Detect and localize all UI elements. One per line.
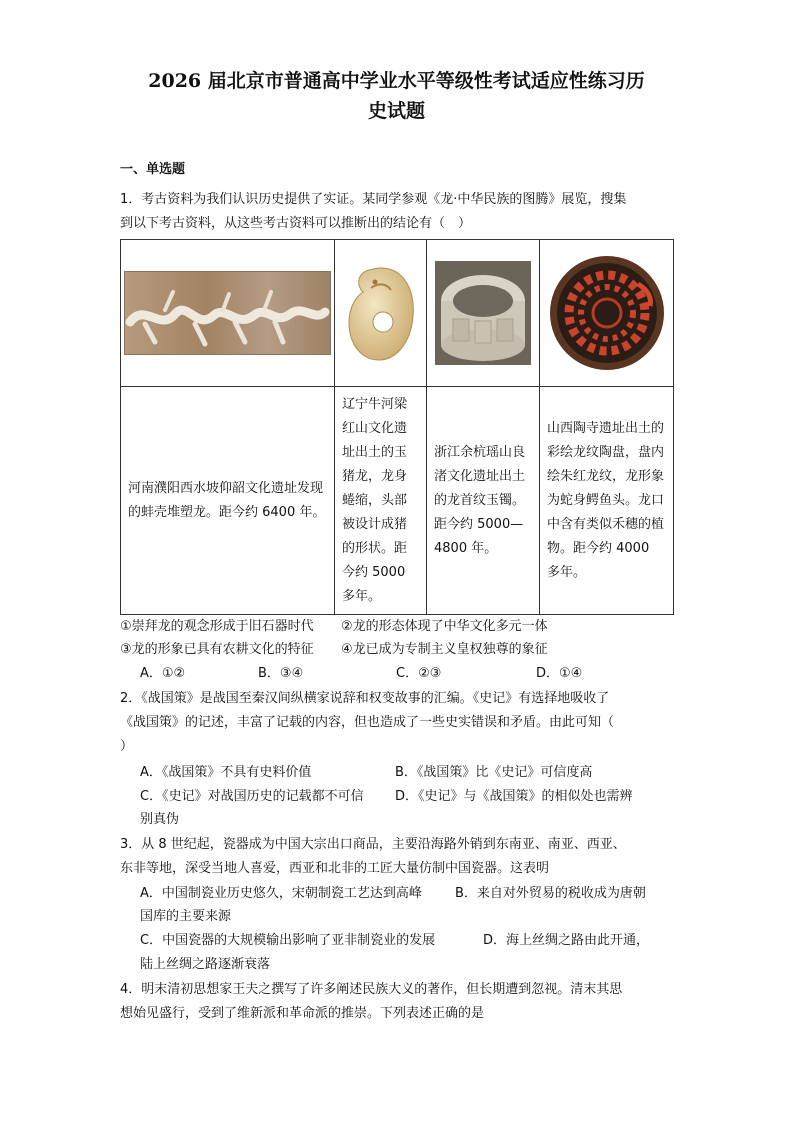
- exam-title-line-1: 2026 届北京市普通高中学业水平等级性考试适应性练习历: [148, 70, 645, 92]
- q2-option-c[interactable]: C．《史记》对战国历史的记载都不可信: [140, 789, 364, 804]
- q4-stem-line-1: 4．明末清初思想家王夫之撰写了许多阐述民族大义的著作，但长期遭到忽视。清末其思: [120, 982, 623, 997]
- q1-cell-jade-bracelet: 浙江余杭瑶山良渚文化遗址出土的龙首纹玉镯。距今约 5000—4800 年。: [427, 387, 540, 615]
- jade-pig-dragon-image: [341, 258, 421, 368]
- section-heading: 一、单选题: [120, 162, 186, 177]
- q2-option-b[interactable]: B．《战国策》比《史记》可信度高: [395, 765, 593, 780]
- painted-dragon-plate-image: [548, 254, 666, 372]
- q1-stem-line-2: 到以下考古资料，从这些考古资料可以推断出的结论有（ ）: [120, 216, 472, 231]
- q3-option-b[interactable]: B．来自对外贸易的税收成为唐朝: [455, 886, 646, 901]
- exam-title-line-2: 史试题: [367, 100, 425, 122]
- q3-option-d-cont: 陆上丝绸之路逐渐衰落: [140, 957, 271, 972]
- q2-option-d-cont: 别真伪: [140, 812, 180, 827]
- q3-option-c[interactable]: C．中国瓷器的大规模输出影响了亚非制瓷业的发展: [140, 933, 436, 948]
- q1-statement-2: ②龙的形态体现了中华文化多元一体: [341, 619, 548, 634]
- q1-option-b[interactable]: B．③④: [258, 666, 304, 681]
- jade-bracelet-image: [435, 261, 531, 365]
- q1-cell-pig-dragon: 辽宁牛河梁红山文化遗址出土的玉猪龙，龙身蜷缩，头部被设计成猪的形状。距今约 5000 多年。: [335, 387, 427, 615]
- q4-stem-line-2: 想始见盛行，受到了维新派和革命派的推崇。下列表述正确的是: [120, 1006, 485, 1021]
- q1-statement-3: ③龙的形象已具有农耕文化的特征: [120, 642, 314, 657]
- q1-artifact-table: [120, 239, 674, 615]
- q1-cell-dragon-plate: 山西陶寺遗址出土的彩绘龙纹陶盘，盘内绘朱红龙纹，龙形象为蛇身鳄鱼头。龙口中含有类似禾穗的植物。距今约 4000 多年。: [540, 387, 674, 615]
- q2-option-d[interactable]: D．《史记》与《战国策》的相似处也需辨: [395, 789, 633, 804]
- q1-option-c[interactable]: C．②③: [396, 666, 442, 681]
- q2-stem-line-1: 2．《战国策》是战国至秦汉间纵横家说辞和权变故事的汇编。《史记》有选择地吸收了: [120, 691, 610, 706]
- q1-statement-1: ①崇拜龙的观念形成于旧石器时代: [120, 619, 314, 634]
- q1-stem-line-1: 1．考古资料为我们认识历史提供了实证。某同学参观《龙·中华民族的图腾》展览，搜集: [120, 192, 627, 207]
- q3-option-d[interactable]: D．海上丝绸之路由此开通，: [483, 933, 650, 948]
- dragon-plate-image-cell: [540, 240, 674, 387]
- q3-stem-line-2: 东非等地，深受当地人喜爱，西亚和北非的工匠大量仿制中国瓷器。这表明: [120, 861, 550, 876]
- q1-option-a[interactable]: A．①②: [140, 666, 186, 681]
- q1-option-d[interactable]: D．①④: [536, 666, 583, 681]
- q2-stem-line-3: ）: [120, 739, 134, 754]
- q1-cell-shell-dragon: 河南濮阳西水坡仰韶文化遗址发现的蚌壳堆塑龙。距今约 6400 年。: [121, 387, 335, 615]
- shell-mosaic-dragon-image: [124, 271, 331, 355]
- q2-option-a[interactable]: A．《战国策》不具有史料价值: [140, 765, 312, 780]
- q3-option-b-cont: 国库的主要来源: [140, 909, 232, 924]
- q3-option-a[interactable]: A．中国制瓷业历史悠久，宋朝制瓷工艺达到高峰: [140, 886, 422, 901]
- q3-stem-line-1: 3．从 8 世纪起，瓷器成为中国大宗出口商品，主要沿海路外销到东南亚、南亚、西亚、: [120, 837, 626, 852]
- pig-dragon-image-cell: [335, 240, 427, 387]
- q2-stem-line-2: 《战国策》的记述，丰富了记载的内容，但也造成了一些史实错误和矛盾。由此可知（: [120, 715, 615, 730]
- shell-dragon-image-cell: [121, 240, 335, 387]
- jade-bracelet-image-cell: [427, 240, 540, 387]
- q1-statement-4: ④龙已成为专制主义皇权独尊的象征: [341, 642, 548, 657]
